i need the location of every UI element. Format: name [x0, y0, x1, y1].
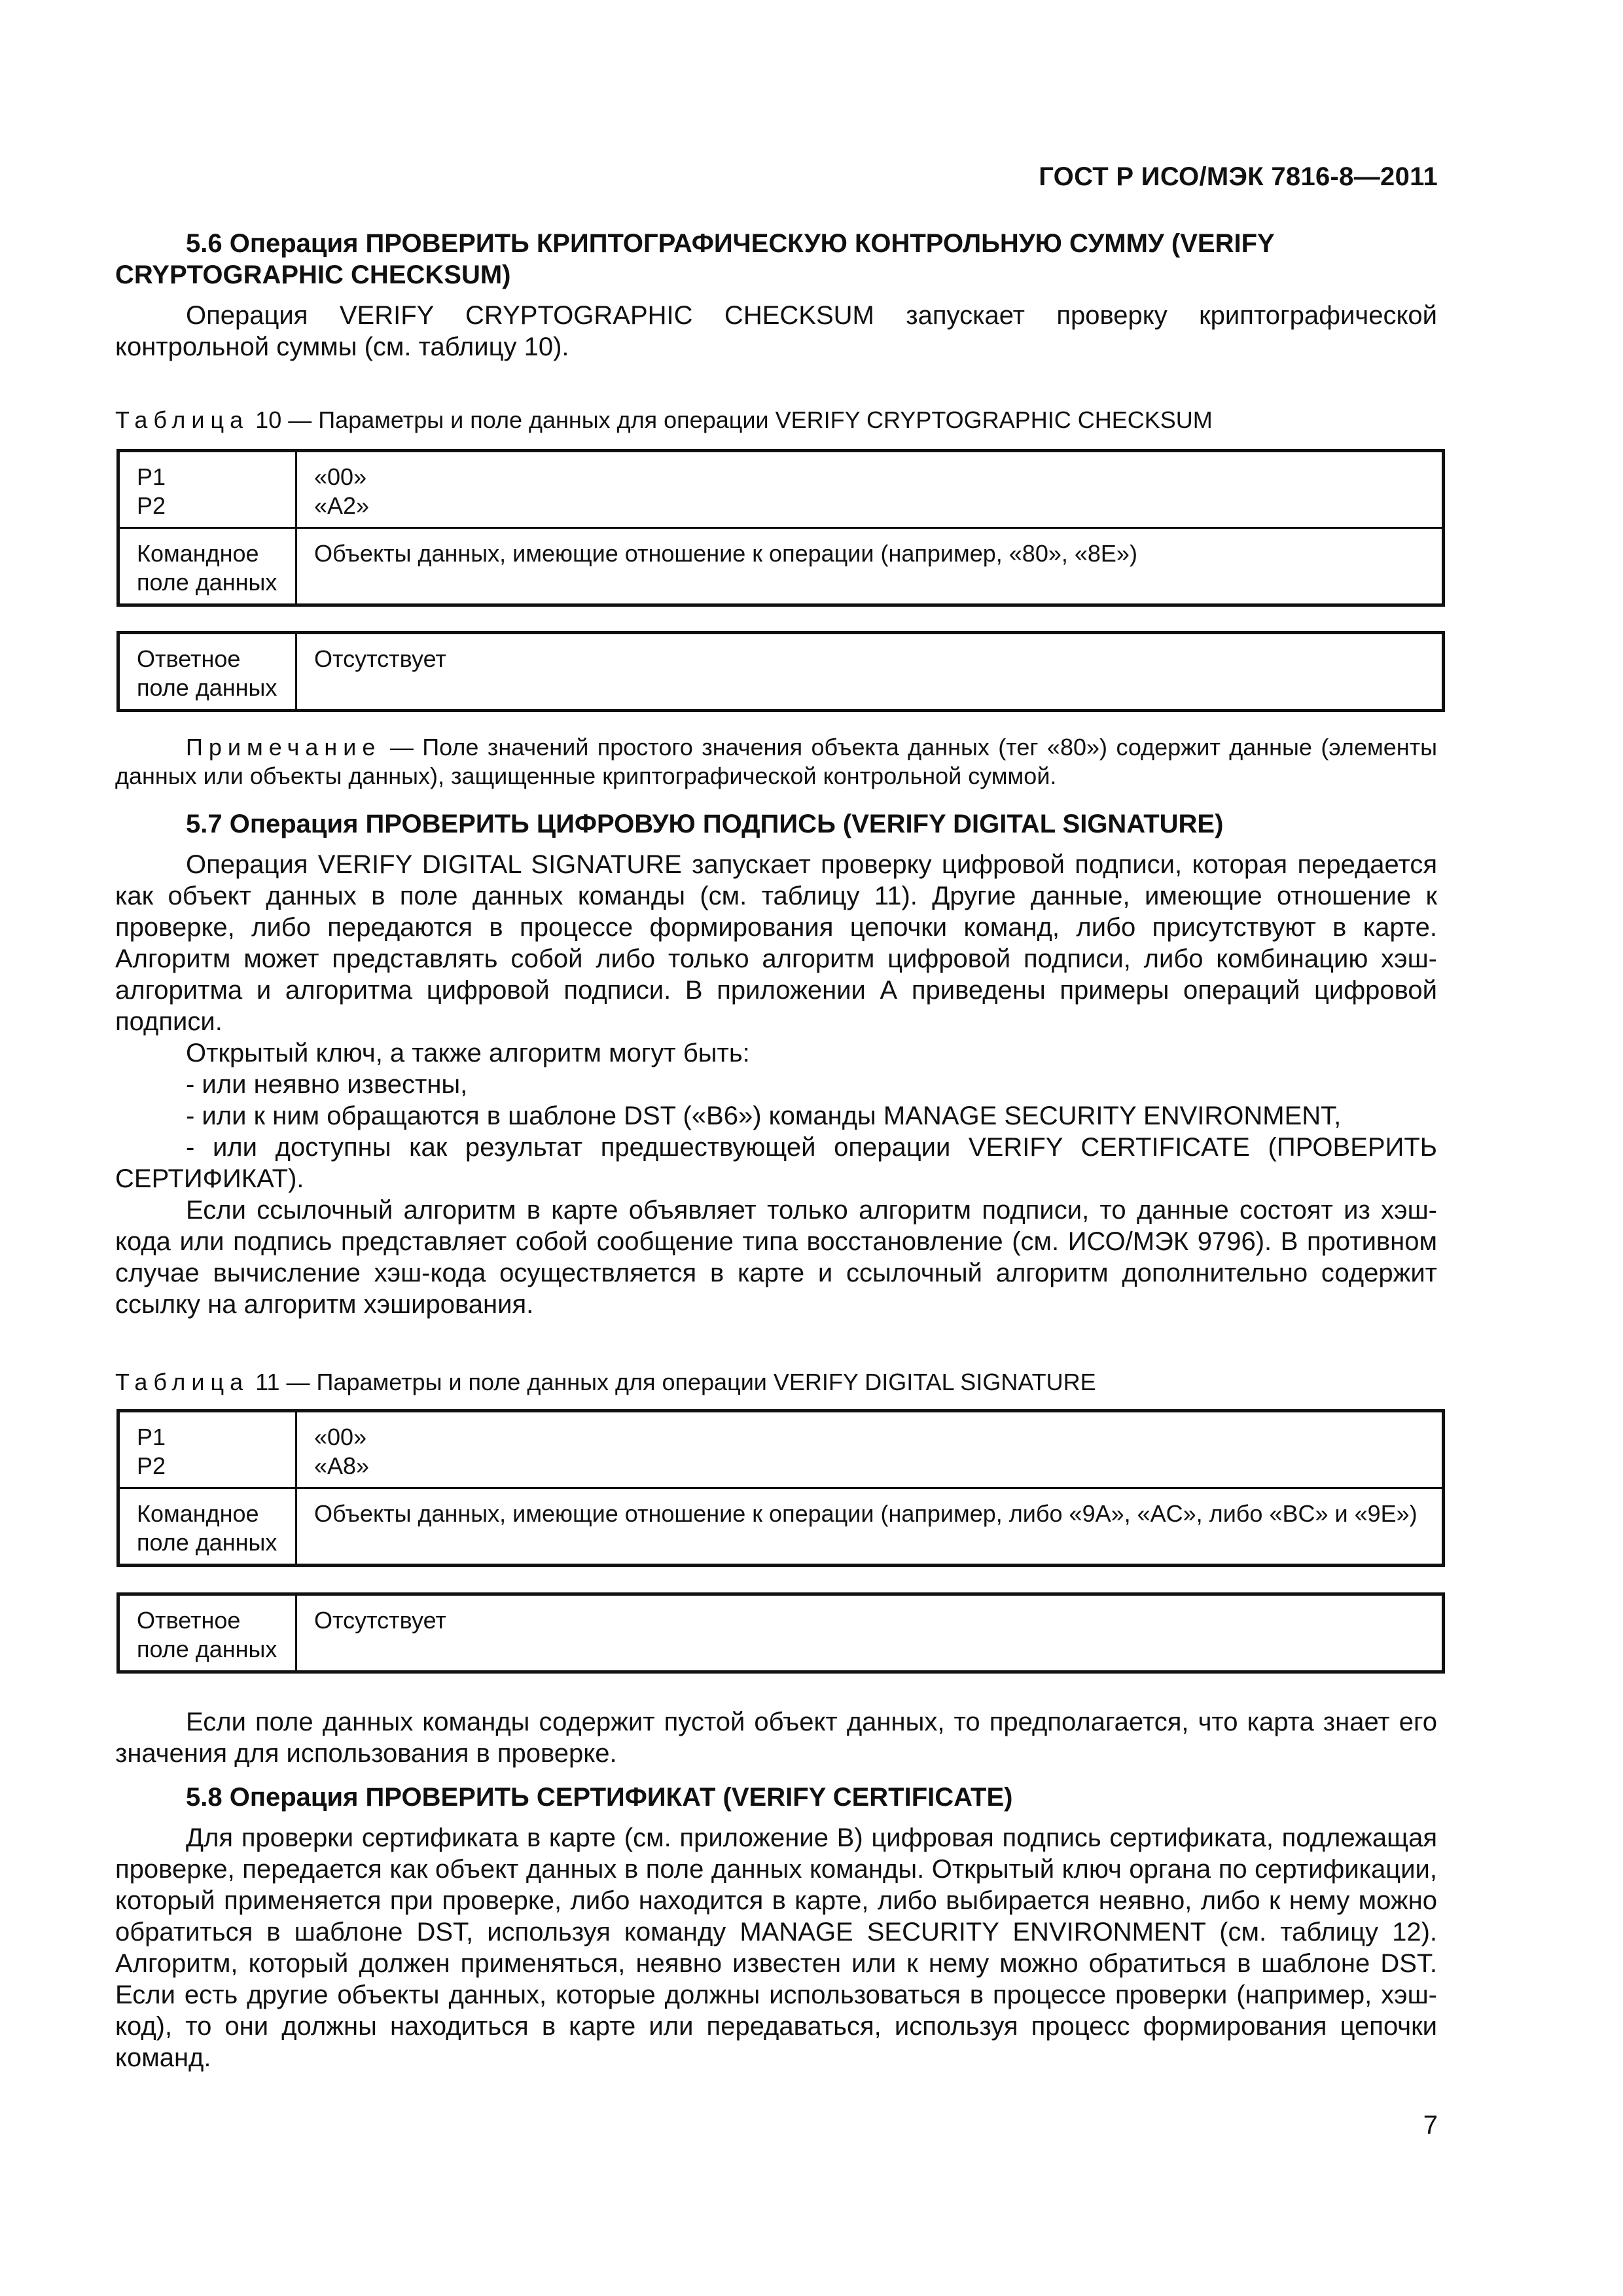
- table-cell: [118, 528, 296, 605]
- table-caption: [115, 1368, 1437, 1397]
- paragraph: Для проверки сертификата в карте (см. приложение B) цифровая подпись сертификата, подлежащая проверке, передается как объект данных в поле данных команды. Открытый ключ органа по сертификации, который применяется при проверке, либо находится в карте, либо выбирается неявно, либо к нему можно обратиться в шаблоне DST, используя команду MANAGE SECURITY ENVIRONMENT (см. таблицу 12). Алгоритм, который должен применяться, неявно известен или к нему можно обратиться в шаблоне DST. Если есть другие объекты данных, которые должны использоваться в процессе проверки (например, хэш-код), то они должны находиться в карте или передаваться, используя процесс формирования цепочки команд.: [115, 1823, 1437, 2072]
- cell-line: «A2»: [314, 492, 370, 519]
- table-10-wrap: [115, 449, 1437, 607]
- table-caption-text: 10 — Параметры и поле данных для операции VERIFY CRYPTOGRAPHIC CHECKSUM: [255, 406, 1213, 433]
- table-row: [118, 1594, 1444, 1672]
- cell-line: P1: [137, 463, 166, 490]
- section-5-6: [115, 228, 1437, 363]
- cell-line: поле данных: [137, 1529, 277, 1556]
- table-label: Таблица: [115, 1369, 249, 1395]
- list-item: - или к ним обращаются в шаблоне DST («B6») команды MANAGE SECURITY ENVIRONMENT,: [186, 1102, 1342, 1130]
- paragraph: Если ссылочный алгоритм в карте объявляет только алгоритм подписи, то данные состоят из хэш-кода или подпись представляет собой сообщение типа восстановление (см. ИСО/МЭК 9796). В противном случае вычисление хэш-кода осуществляется в карте и ссылочный алгоритм дополнительно содержит ссылку на алгоритм хэширования.: [115, 1196, 1437, 1319]
- section-title: 5.7 Операция ПРОВЕРИТЬ ЦИФРОВУЮ ПОДПИСЬ (VERIFY DIGITAL SIGNATURE): [186, 810, 1224, 838]
- table-10-command: [116, 449, 1445, 607]
- paragraph-after-table-11: [115, 1706, 1437, 1769]
- list-item: - или доступны как результат предшествующей операции VERIFY CERTIFICATE (ПРОВЕРИТЬ СЕРТИФИКАТ).: [115, 1133, 1437, 1193]
- note-label: Примечание: [186, 734, 382, 761]
- cell-line: Ответное: [137, 1607, 241, 1634]
- table-cell: [296, 1411, 1444, 1488]
- table-row: [118, 451, 1444, 528]
- table-10-response: [116, 631, 1445, 712]
- table-cell: Объекты данных, имеющие отношение к операции (например, «80», «8E»): [296, 528, 1444, 605]
- table-caption: [115, 406, 1437, 435]
- document-header: ГОСТ Р ИСО/МЭК 7816-8—2011: [1039, 162, 1438, 191]
- table-caption-text: 11 — Параметры и поле данных для операции VERIFY DIGITAL SIGNATURE: [255, 1369, 1096, 1395]
- section-title: 5.8 Операция ПРОВЕРИТЬ СЕРТИФИКАТ (VERIFY CERTIFICATE): [186, 1783, 1013, 1812]
- note: [115, 733, 1437, 791]
- paragraph: Если поле данных команды содержит пустой объект данных, то предполагается, что карта знает его значения для использования в проверке.: [115, 1708, 1437, 1768]
- table-cell: [118, 1488, 296, 1566]
- table-cell: Объекты данных, имеющие отношение к операции (например, либо «9A», «AC», либо «BC» и «9E»): [296, 1488, 1444, 1566]
- table-cell: [118, 451, 296, 528]
- table-10-response-wrap: [115, 631, 1437, 712]
- table-11-response: [116, 1592, 1445, 1674]
- table-11-wrap: [115, 1409, 1437, 1567]
- table-cell: Отсутствует: [296, 1594, 1444, 1672]
- table-cell: [118, 1411, 296, 1488]
- table-row: [118, 1411, 1444, 1488]
- table-cell: [118, 1594, 296, 1672]
- paragraph: Операция VERIFY CRYPTOGRAPHIC CHECKSUM запускает проверку криптографической контрольной суммы (см. таблицу 10).: [115, 301, 1437, 361]
- paragraph: Открытый ключ, а также алгоритм могут быть:: [186, 1039, 750, 1067]
- cell-line: «00»: [314, 1424, 367, 1450]
- cell-line: поле данных: [137, 674, 277, 701]
- cell-line: Ответное: [137, 645, 241, 672]
- table-label: Таблица: [115, 406, 249, 433]
- section-title: 5.6 Операция ПРОВЕРИТЬ КРИПТОГРАФИЧЕСКУЮ КОНТРОЛЬНУЮ СУММУ (VERIFY CRYPTOGRAPHIC CHECKSUM): [115, 229, 1274, 289]
- cell-line: Командное: [137, 540, 259, 567]
- cell-line: поле данных: [137, 569, 277, 596]
- table-11-command: [116, 1409, 1445, 1567]
- table-11-response-wrap: [115, 1592, 1437, 1674]
- section-5-8: [115, 1782, 1437, 2073]
- note-text: — Поле значений простого значения объекта данных (тег «80») содержит данные (элементы данных или объекты данных), защищенные криптографической контрольной суммой.: [115, 734, 1437, 789]
- cell-line: P1: [137, 1424, 166, 1450]
- table-row: [118, 1488, 1444, 1566]
- cell-line: Командное: [137, 1500, 259, 1527]
- cell-line: «A8»: [314, 1452, 370, 1479]
- paragraph: Операция VERIFY DIGITAL SIGNATURE запускает проверку цифровой подписи, которая передается как объект данных в поле данных команды (см. таблицу 11). Другие данные, имеющие отношение к проверке, либо передаются в процессе формирования цепочки команд, либо присутствуют в карте. Алгоритм может представлять собой либо только алгоритм цифровой подписи, либо комбинацию хэш-алгоритма и алгоритма цифровой подписи. В приложении А приведены примеры операций цифровой подписи.: [115, 850, 1437, 1036]
- table-row: [118, 528, 1444, 605]
- cell-line: поле данных: [137, 1636, 277, 1662]
- table-cell: [118, 633, 296, 711]
- list-item: - или неявно известны,: [186, 1070, 468, 1099]
- table-cell: [296, 451, 1444, 528]
- cell-line: «00»: [314, 463, 367, 490]
- page-number: 7: [1423, 2111, 1438, 2140]
- cell-line: P2: [137, 492, 166, 519]
- cell-line: P2: [137, 1452, 166, 1479]
- table-row: [118, 633, 1444, 711]
- table-cell: Отсутствует: [296, 633, 1444, 711]
- section-5-7: [115, 808, 1437, 1320]
